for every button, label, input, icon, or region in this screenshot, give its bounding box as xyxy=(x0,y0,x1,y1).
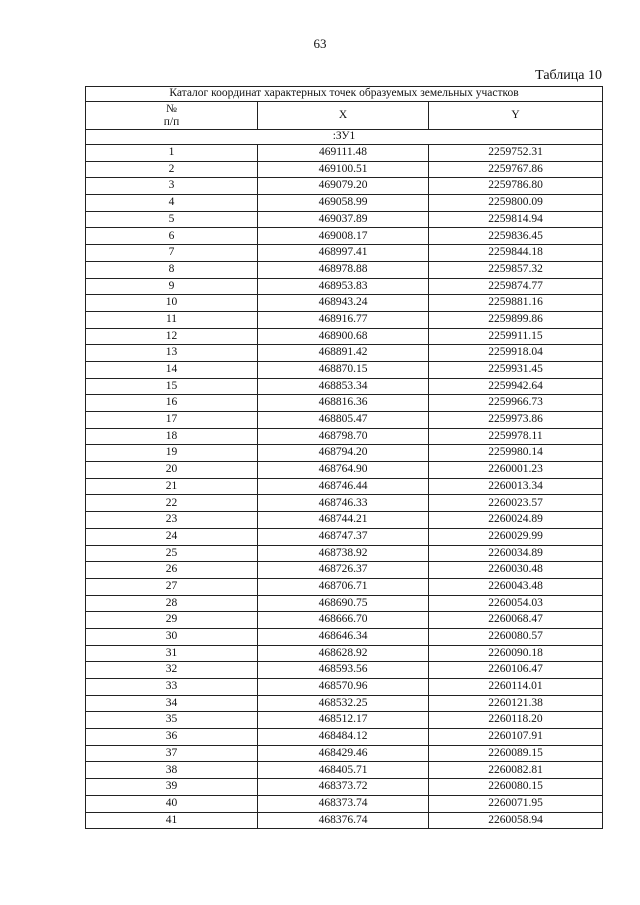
cell-x: 468405.71 xyxy=(258,762,429,779)
cell-number: 31 xyxy=(86,645,258,662)
cell-x: 468738.92 xyxy=(258,545,429,562)
table-row xyxy=(86,712,603,729)
cell-number: 12 xyxy=(86,328,258,345)
cell-x: 468646.34 xyxy=(258,628,429,645)
parcel-row xyxy=(86,130,603,145)
cell-x: 468746.33 xyxy=(258,495,429,512)
cell-number: 13 xyxy=(86,345,258,362)
cell-y: 2259966.73 xyxy=(429,395,603,412)
cell-x: 469079.20 xyxy=(258,178,429,195)
cell-x: 469008.17 xyxy=(258,228,429,245)
cell-number: 22 xyxy=(86,495,258,512)
table-row xyxy=(86,211,603,228)
cell-y: 2260118.20 xyxy=(429,712,603,729)
cell-number: 23 xyxy=(86,512,258,529)
cell-number: 11 xyxy=(86,311,258,328)
table-row xyxy=(86,612,603,629)
cell-x: 469037.89 xyxy=(258,211,429,228)
cell-x: 468794.20 xyxy=(258,445,429,462)
cell-x: 468978.88 xyxy=(258,261,429,278)
table-row xyxy=(86,428,603,445)
cell-y: 2260043.48 xyxy=(429,578,603,595)
table-header-row xyxy=(86,102,603,130)
table-row xyxy=(86,278,603,295)
table-row xyxy=(86,361,603,378)
table-row xyxy=(86,662,603,679)
cell-number: 36 xyxy=(86,729,258,746)
cell-x: 468746.44 xyxy=(258,478,429,495)
cell-y: 2259942.64 xyxy=(429,378,603,395)
cell-x: 468747.37 xyxy=(258,528,429,545)
cell-y: 2260080.15 xyxy=(429,779,603,796)
cell-x: 468376.74 xyxy=(258,812,429,829)
cell-number: 39 xyxy=(86,779,258,796)
cell-number: 21 xyxy=(86,478,258,495)
cell-number: 2 xyxy=(86,161,258,178)
header-number xyxy=(86,102,258,130)
cell-number: 17 xyxy=(86,412,258,429)
cell-number: 10 xyxy=(86,295,258,312)
table-row xyxy=(86,228,603,245)
table-row xyxy=(86,695,603,712)
cell-number: 9 xyxy=(86,278,258,295)
cell-x: 468891.42 xyxy=(258,345,429,362)
cell-y: 2260034.89 xyxy=(429,545,603,562)
cell-y: 2260001.23 xyxy=(429,462,603,479)
table-row xyxy=(86,311,603,328)
cell-x: 469058.99 xyxy=(258,195,429,212)
cell-y: 2259786.80 xyxy=(429,178,603,195)
cell-x: 468690.75 xyxy=(258,595,429,612)
cell-number: 7 xyxy=(86,245,258,262)
cell-number: 40 xyxy=(86,795,258,812)
cell-x: 468726.37 xyxy=(258,562,429,579)
cell-number: 19 xyxy=(86,445,258,462)
cell-y: 2259752.31 xyxy=(429,145,603,162)
table-row xyxy=(86,495,603,512)
cell-y: 2259800.09 xyxy=(429,195,603,212)
table-row xyxy=(86,245,603,262)
table-row xyxy=(86,729,603,746)
cell-y: 2259978.11 xyxy=(429,428,603,445)
table-row xyxy=(86,795,603,812)
cell-number: 1 xyxy=(86,145,258,162)
cell-number: 3 xyxy=(86,178,258,195)
cell-number: 16 xyxy=(86,395,258,412)
cell-y: 2259881.16 xyxy=(429,295,603,312)
cell-number: 41 xyxy=(86,812,258,829)
cell-number: 27 xyxy=(86,578,258,595)
table-row xyxy=(86,595,603,612)
table-row xyxy=(86,645,603,662)
cell-y: 2259844.18 xyxy=(429,245,603,262)
cell-y: 2259874.77 xyxy=(429,278,603,295)
cell-y: 2259918.04 xyxy=(429,345,603,362)
table-row xyxy=(86,462,603,479)
cell-x: 468532.25 xyxy=(258,695,429,712)
cell-x: 468570.96 xyxy=(258,679,429,696)
table-row xyxy=(86,378,603,395)
cell-number: 8 xyxy=(86,261,258,278)
cell-number: 6 xyxy=(86,228,258,245)
cell-number: 26 xyxy=(86,562,258,579)
table-row xyxy=(86,578,603,595)
cell-y: 2259767.86 xyxy=(429,161,603,178)
table-label: Таблица 10 xyxy=(535,68,602,83)
table-row xyxy=(86,812,603,829)
cell-x: 468373.74 xyxy=(258,795,429,812)
header-x: X xyxy=(258,102,429,130)
cell-x: 468628.92 xyxy=(258,645,429,662)
table-row xyxy=(86,261,603,278)
cell-number: 20 xyxy=(86,462,258,479)
cell-x: 468916.77 xyxy=(258,311,429,328)
cell-number: 14 xyxy=(86,361,258,378)
cell-number: 37 xyxy=(86,745,258,762)
cell-x: 468997.41 xyxy=(258,245,429,262)
table-row xyxy=(86,178,603,195)
table-row xyxy=(86,779,603,796)
cell-x: 468744.21 xyxy=(258,512,429,529)
table-row xyxy=(86,145,603,162)
cell-number: 24 xyxy=(86,528,258,545)
cell-y: 2259911.15 xyxy=(429,328,603,345)
cell-y: 2260106.47 xyxy=(429,662,603,679)
cell-number: 35 xyxy=(86,712,258,729)
cell-y: 2260090.18 xyxy=(429,645,603,662)
table-row xyxy=(86,445,603,462)
cell-x: 469111.48 xyxy=(258,145,429,162)
cell-number: 34 xyxy=(86,695,258,712)
cell-x: 468706.71 xyxy=(258,578,429,595)
cell-y: 2259931.45 xyxy=(429,361,603,378)
header-number-line2: п/п xyxy=(163,115,180,128)
cell-y: 2260082.81 xyxy=(429,762,603,779)
cell-number: 25 xyxy=(86,545,258,562)
cell-number: 28 xyxy=(86,595,258,612)
cell-x: 468900.68 xyxy=(258,328,429,345)
cell-x: 468429.46 xyxy=(258,745,429,762)
parcel-label: :ЗУ1 xyxy=(86,130,603,145)
cell-x: 468805.47 xyxy=(258,412,429,429)
cell-y: 2260030.48 xyxy=(429,562,603,579)
cell-y: 2260029.99 xyxy=(429,528,603,545)
cell-y: 2260068.47 xyxy=(429,612,603,629)
cell-y: 2259814.94 xyxy=(429,211,603,228)
cell-y: 2260024.89 xyxy=(429,512,603,529)
cell-x: 468373.72 xyxy=(258,779,429,796)
cell-x: 468593.56 xyxy=(258,662,429,679)
table-row xyxy=(86,161,603,178)
cell-x: 468816.36 xyxy=(258,395,429,412)
cell-x: 468764.90 xyxy=(258,462,429,479)
cell-number: 30 xyxy=(86,628,258,645)
table-row xyxy=(86,628,603,645)
cell-y: 2260121.38 xyxy=(429,695,603,712)
cell-number: 33 xyxy=(86,679,258,696)
cell-x: 468484.12 xyxy=(258,729,429,746)
cell-x: 468512.17 xyxy=(258,712,429,729)
header-number-line1: № xyxy=(166,102,177,115)
cell-x: 468870.15 xyxy=(258,361,429,378)
cell-y: 2260058.94 xyxy=(429,812,603,829)
cell-x: 468666.70 xyxy=(258,612,429,629)
cell-y: 2260080.57 xyxy=(429,628,603,645)
cell-number: 4 xyxy=(86,195,258,212)
table-row xyxy=(86,512,603,529)
table-row xyxy=(86,562,603,579)
table-row xyxy=(86,478,603,495)
cell-y: 2259836.45 xyxy=(429,228,603,245)
table-row xyxy=(86,345,603,362)
cell-number: 38 xyxy=(86,762,258,779)
cell-y: 2259899.86 xyxy=(429,311,603,328)
cell-y: 2259980.14 xyxy=(429,445,603,462)
table-row xyxy=(86,295,603,312)
table-row xyxy=(86,679,603,696)
cell-number: 5 xyxy=(86,211,258,228)
cell-y: 2260107.91 xyxy=(429,729,603,746)
cell-x: 468953.83 xyxy=(258,278,429,295)
table-row xyxy=(86,745,603,762)
cell-y: 2260089.15 xyxy=(429,745,603,762)
cell-y: 2260114.01 xyxy=(429,679,603,696)
cell-y: 2260071.95 xyxy=(429,795,603,812)
table-row xyxy=(86,528,603,545)
table-row xyxy=(86,762,603,779)
cell-x: 468798.70 xyxy=(258,428,429,445)
cell-y: 2260054.03 xyxy=(429,595,603,612)
cell-y: 2260023.57 xyxy=(429,495,603,512)
table-row xyxy=(86,395,603,412)
page-number: 63 xyxy=(313,36,327,51)
table-row xyxy=(86,328,603,345)
cell-y: 2260013.34 xyxy=(429,478,603,495)
cell-number: 29 xyxy=(86,612,258,629)
table-caption: Каталог координат характерных точек образуемых земельных участков xyxy=(86,87,603,102)
table-row xyxy=(86,412,603,429)
cell-number: 18 xyxy=(86,428,258,445)
cell-x: 469100.51 xyxy=(258,161,429,178)
table-row xyxy=(86,545,603,562)
coordinates-table xyxy=(85,86,603,829)
table-caption-row xyxy=(86,87,603,102)
cell-x: 468943.24 xyxy=(258,295,429,312)
cell-y: 2259857.32 xyxy=(429,261,603,278)
table-row xyxy=(86,195,603,212)
cell-y: 2259973.86 xyxy=(429,412,603,429)
cell-x: 468853.34 xyxy=(258,378,429,395)
cell-number: 32 xyxy=(86,662,258,679)
header-y: Y xyxy=(429,102,603,130)
cell-number: 15 xyxy=(86,378,258,395)
